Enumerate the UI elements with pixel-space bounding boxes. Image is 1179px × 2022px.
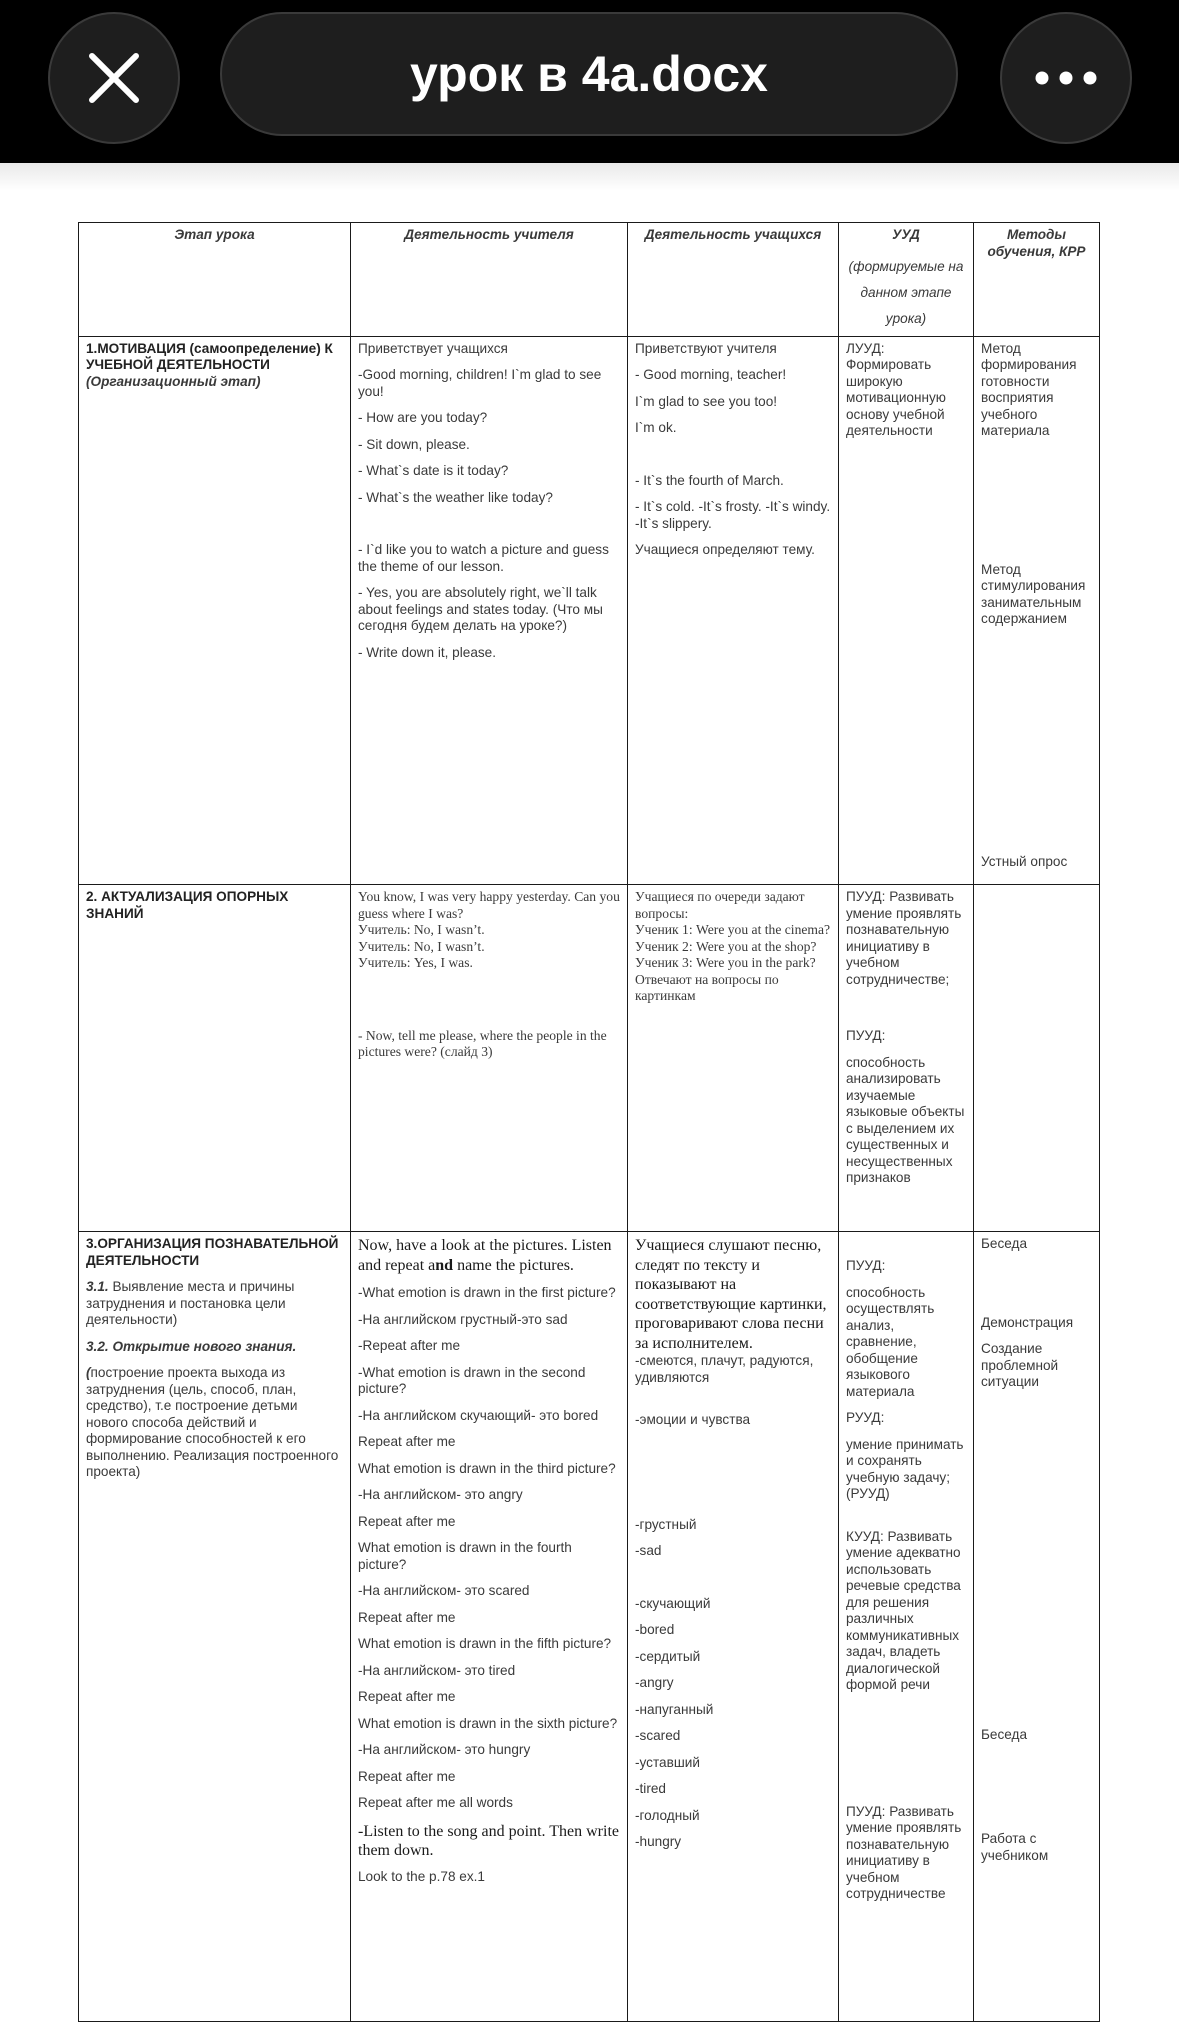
student-line: -сердитый: [635, 1648, 701, 1664]
teacher-line: -На английском- это angry: [358, 1487, 523, 1502]
teacher-line: Приветствует учащихся: [358, 340, 508, 356]
student-line: Ученик 2: Were you at the shop?: [635, 938, 817, 954]
teacher-line: - Sit down, please.: [358, 436, 470, 452]
stage-substep-title: 3.2. Открытие нового знания.: [86, 1338, 297, 1354]
teacher-book-line: Look to the p.78 ex.1: [358, 1868, 485, 1884]
teacher-line: What emotion is drawn in the fourth picture?: [358, 1540, 572, 1572]
student-line: -грустный: [635, 1516, 697, 1532]
teacher-line: -На английском- это hungry: [358, 1742, 531, 1757]
teacher-line: - Now, tell me please, where the people in the pictures were? (слайд 3): [358, 1027, 607, 1059]
student-line: -sad: [635, 1543, 662, 1558]
student-line: -скучающий: [635, 1595, 711, 1611]
students-cell: [628, 1232, 839, 2022]
student-line: -смеются, плачут, радуются, удивляются: [635, 1353, 814, 1385]
methods-cell: [974, 1232, 1100, 2022]
table-row: [79, 336, 1100, 885]
student-line: -эмоции и чувства: [635, 1412, 751, 1427]
teacher-line: -Good morning, children! I`m glad to see you!: [358, 367, 602, 399]
teacher-line: - I`d like you to watch a picture and guess the theme of our lesson.: [358, 542, 609, 574]
student-line: I`m glad to see you too!: [635, 393, 778, 409]
teacher-line: You know, I was very happy yesterday. Can you guess where I was?: [358, 889, 620, 921]
table-header-row: [79, 223, 1100, 337]
student-line: Отвечают на вопросы по картинкам: [635, 971, 779, 1003]
method-line: Демонстрация: [981, 1314, 1074, 1330]
teacher-line: What emotion is drawn in the sixth picture?: [358, 1715, 618, 1731]
close-icon: [86, 50, 142, 106]
stage-title: 3.ОРГАНИЗАЦИЯ ПОЗНАВАТЕЛЬНОЙ ДЕЯТЕЛЬНОСТИ: [86, 1236, 339, 1268]
header-teacher: Деятельность учителя: [351, 223, 628, 337]
stage-subtitle: (Организационный этап): [86, 373, 261, 389]
student-line: Учащиеся по очереди задают вопросы:: [635, 889, 805, 921]
teacher-line: - How are you today?: [358, 410, 488, 425]
teacher-line: -What emotion is drawn in the second picture?: [358, 1364, 586, 1396]
teacher-line: - What`s date is it today?: [358, 463, 509, 478]
method-line: Работа с учебником: [981, 1831, 1049, 1863]
teacher-line: Учитель: No, I wasn’t.: [358, 922, 485, 937]
stage-project-text: построение проекта выхода из затруднения (цель, способ, план, средство), т.е построение детьми нового способа действий и формирование способностей к его выполнению. Реализация построенного проекта): [86, 1365, 339, 1479]
document-title: урок в 4a.docx: [410, 46, 768, 102]
student-line: - It`s the fourth of March.: [635, 472, 784, 488]
students-intro: Учащиеся слушают песню, следят по тексту и показывают на соответствующие картинки, проговаривают слова песни за исполнителем.: [635, 1237, 827, 1352]
header-uud: [839, 223, 974, 337]
students-cell: [628, 885, 839, 1232]
table-row: [79, 885, 1100, 1232]
lesson-plan-table: [78, 222, 1100, 2022]
student-line: -уставший: [635, 1754, 700, 1770]
student-line: - It`s cold. -It`s frosty. -It`s windy. -It`s slippery.: [635, 499, 831, 531]
student-line: -голодный: [635, 1807, 700, 1823]
teacher-line: Repeat after me all words: [358, 1795, 513, 1810]
student-line: -hungry: [635, 1834, 682, 1849]
method-line: Устный опрос: [981, 853, 1068, 869]
stage-title: 2. АКТУАЛИЗАЦИЯ ОПОРНЫХ ЗНАНИЙ: [86, 889, 289, 921]
toolbar-shadow: [0, 163, 1179, 191]
teacher-line: Учитель: No, I wasn’t.: [358, 938, 485, 954]
student-line: -scared: [635, 1728, 681, 1743]
method-line: Создание проблемной ситуации: [981, 1341, 1059, 1389]
method-line: Метод стимулирования занимательным содержанием: [981, 561, 1086, 626]
uud-line: ПУУД:: [846, 1028, 886, 1043]
document-page[interactable]: [78, 222, 1099, 1987]
teacher-line: Repeat after me: [358, 1513, 456, 1529]
uud-line: способность анализировать изучаемые языковые объекты с выделением их существенных и несущественных признаков: [846, 1054, 965, 1185]
teacher-line: -На английском грустный-это sad: [358, 1311, 568, 1327]
student-line: Ученик 1: Were you at the cinema?: [635, 922, 831, 937]
uud-cell: [839, 336, 974, 885]
teacher-line: - Write down it, please.: [358, 644, 497, 660]
student-line: Приветствуют учителя: [635, 340, 777, 356]
viewer-top-bar: [0, 0, 1179, 163]
teacher-cell: [351, 1232, 628, 2022]
teacher-line: -Repeat after me: [358, 1338, 460, 1353]
student-line: - Good morning, teacher!: [635, 367, 787, 382]
stage-title: 1.МОТИВАЦИЯ (самоопределение) К УЧЕБНОЙ ДЕЯТЕЛЬНОСТИ: [86, 340, 333, 372]
stage-cell: [79, 336, 351, 885]
methods-cell: [974, 885, 1100, 1232]
more-icon: [1034, 70, 1098, 86]
header-students: Деятельность учащихся: [628, 223, 839, 337]
student-line: -tired: [635, 1781, 666, 1796]
method-line: Беседа: [981, 1726, 1028, 1742]
uud-line: ПУУД:: [846, 1258, 886, 1273]
uud-line: ПУУД: Развивать умение проявлять познавательную инициативу в учебном сотрудничестве: [846, 1803, 962, 1901]
uud-line: РУУД:: [846, 1410, 885, 1425]
header-uud-title: УУД: [892, 227, 920, 242]
stage-cell: [79, 885, 351, 1232]
student-line: -bored: [635, 1622, 675, 1637]
teacher-line: - What`s the weather like today?: [358, 489, 553, 505]
teacher-song-line: -Listen to the song and point. Then write them down.: [358, 1822, 619, 1859]
header-stage: Этап урока: [79, 223, 351, 337]
uud-line: способность осуществлять анализ, сравнение, обобщение языкового материала: [846, 1284, 935, 1399]
stage-substep-text: Выявление места и причины затруднения и постановка цели деятельности): [86, 1279, 295, 1327]
teacher-intro-a: Now, have a look at the pictures. Listen and repeat a: [358, 1237, 612, 1274]
stage-paren: (: [86, 1365, 91, 1380]
teacher-intro-bold: nd: [435, 1256, 454, 1274]
teacher-line: -На английском скучающий- это bored: [358, 1407, 599, 1423]
uud-line: ЛУУД: Формировать широкую мотивационную основу учебной деятельности: [846, 340, 947, 438]
teacher-line: - Yes, you are absolutely right, we`ll talk about feelings and states today. (Что мы сегодня будем делать на уроке?): [358, 585, 603, 633]
teacher-line: -What emotion is drawn in the first picture?: [358, 1285, 616, 1300]
teacher-line: -На английском- это tired: [358, 1662, 516, 1678]
student-line: Ученик 3: Were you in the park?: [635, 955, 816, 970]
table-row: [79, 1232, 1100, 2022]
uud-line: КУУД: Развивать умение адекватно использовать речевые средства для решения различных коммуникативных задач, владеть диалогической формой речи: [846, 1528, 961, 1692]
uud-cell: [839, 885, 974, 1232]
teacher-line: Учитель: Yes, I was.: [358, 955, 473, 970]
students-cell: [628, 336, 839, 885]
student-line: -angry: [635, 1675, 674, 1690]
teacher-line: Repeat after me: [358, 1609, 456, 1625]
stage-cell: [79, 1232, 351, 2022]
student-line: Учащиеся определяют тему.: [635, 542, 815, 557]
methods-cell: [974, 336, 1100, 885]
teacher-line: Repeat after me: [358, 1768, 456, 1784]
teacher-intro-c: name the pictures.: [453, 1256, 574, 1274]
teacher-cell: [351, 336, 628, 885]
stage-project: [86, 1365, 343, 1481]
uud-cell: [839, 1232, 974, 2022]
uud-line: умение принимать и сохранять учебную задачу; (РУУД): [846, 1436, 964, 1501]
teacher-line: -На английском- это scared: [358, 1583, 530, 1598]
header-methods: Методы обучения, КРР: [974, 223, 1100, 337]
teacher-line: What emotion is drawn in the fifth picture?: [358, 1636, 612, 1651]
more-options-button[interactable]: [1000, 12, 1132, 144]
teacher-line: What emotion is drawn in the third picture?: [358, 1460, 616, 1476]
method-line: Беседа: [981, 1236, 1028, 1251]
stage-substep-number: 3.1.: [86, 1279, 109, 1294]
header-uud-subtitle: (формируемые на данном этапе урока): [848, 258, 964, 326]
student-line: I`m ok.: [635, 420, 677, 435]
uud-line: ПУУД: Развивать умение проявлять познавательную инициативу в учебном сотрудничестве;: [846, 889, 962, 987]
teacher-line: Repeat after me: [358, 1689, 456, 1704]
close-button[interactable]: [48, 12, 180, 144]
teacher-intro: [358, 1236, 620, 1275]
student-line: -напуганный: [635, 1701, 714, 1717]
stage-substep: [86, 1279, 343, 1329]
teacher-cell: [351, 885, 628, 1232]
document-title-pill[interactable]: [220, 12, 958, 136]
teacher-line: Repeat after me: [358, 1434, 456, 1449]
method-line: Метод формирования готовности восприятия учебного материала: [981, 340, 1077, 438]
